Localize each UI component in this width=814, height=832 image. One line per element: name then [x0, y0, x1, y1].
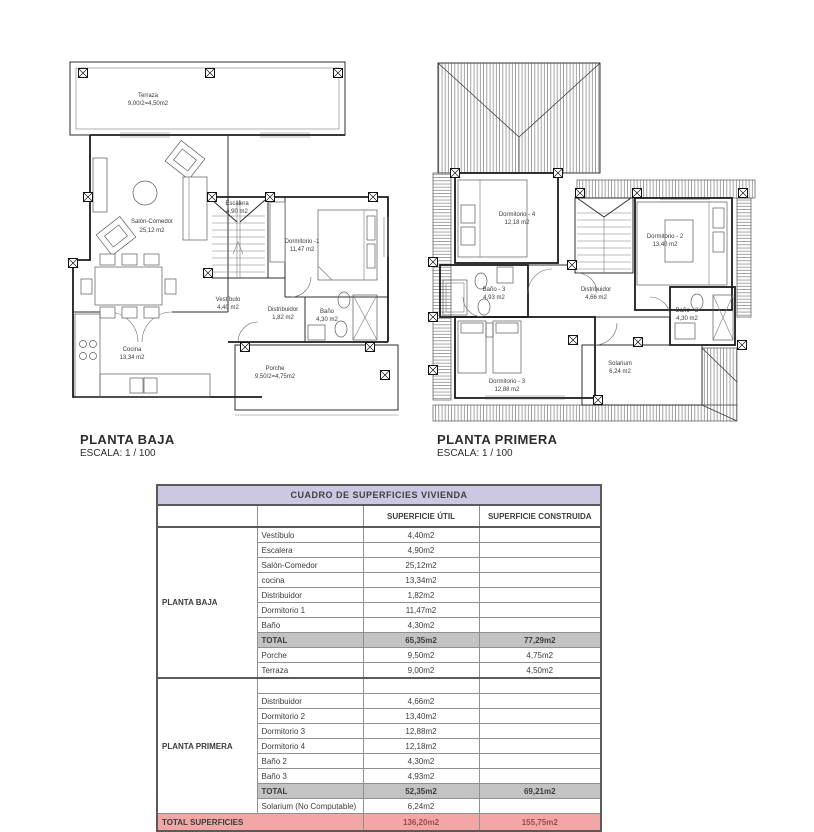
room-area-salon: 25,12 m2: [139, 228, 165, 234]
room-name-cell: Porche: [257, 648, 363, 663]
room-label-dormitorio2: Dormitorio - 2: [646, 234, 684, 240]
room-area-porche: 9,50/2=4,75m2: [254, 374, 296, 380]
room-name-cell: Distribuidor: [257, 694, 363, 709]
room-label-distribuidor: Distribuidor: [580, 287, 612, 293]
room-area-solarium: 6,24 m2: [609, 369, 631, 375]
room-label-dormitorio1: Dormitorio -1: [284, 239, 320, 245]
util-value-cell: [363, 678, 479, 694]
cocina-door-arc: [108, 312, 172, 342]
porche-area: [235, 345, 398, 415]
group-cell-planta-primera: PLANTA PRIMERA: [157, 678, 257, 814]
room-name-cell: Dormitorio 1: [257, 603, 363, 618]
table-row: [157, 527, 601, 543]
room-label-bano: Baño: [319, 309, 335, 315]
table-row-empty: [157, 678, 601, 694]
construida-value-cell: [479, 724, 601, 739]
header-superficie-construida: SUPERFICIE CONSTRUIDA: [479, 505, 601, 527]
planta-primera-drawing: [425, 55, 775, 430]
sink-icon: [675, 323, 695, 339]
room-area-escalera: 4,90 m2: [226, 209, 248, 215]
construida-value-cell: [479, 618, 601, 633]
sideboard-icon: [93, 158, 107, 212]
grand-total-label: TOTAL SUPERFICIES: [157, 814, 363, 832]
room-label-bano3: Baño - 3: [482, 287, 506, 293]
room-name-cell: Dormitorio 4: [257, 739, 363, 754]
room-label-dormitorio4: Dormitorio - 4: [498, 212, 536, 218]
room-name-cell: [257, 678, 363, 694]
room-label-salon: Salón-Comedor: [130, 219, 174, 225]
room-area-distribuidor: 1,82 m2: [272, 315, 294, 321]
table-title-row: [157, 485, 601, 505]
util-value-cell: 9,00m2: [363, 663, 479, 679]
util-value-cell: 25,12m2: [363, 558, 479, 573]
wardrobe-icon: [270, 202, 285, 262]
room-area-dormitorio1: 11,47 m2: [289, 247, 315, 253]
construida-value-cell: [479, 739, 601, 754]
construida-value-cell: [479, 543, 601, 558]
util-value-cell: 4,90m2: [363, 543, 479, 558]
bidet-icon: [335, 321, 347, 337]
room-area-bano2: 4,30 m2: [676, 316, 698, 322]
util-value-cell: 4,30m2: [363, 754, 479, 769]
room-label-terraza: Terraza: [137, 93, 159, 99]
util-value-cell: 13,34m2: [363, 573, 479, 588]
bathroom-fixtures: [308, 292, 377, 340]
util-value-cell: 6,24m2: [363, 799, 479, 814]
room-area-terraza: 9,00/2=4,50m2: [127, 101, 169, 107]
total-construida-cell: 69,21m2: [479, 784, 601, 799]
construida-value-cell: [479, 799, 601, 814]
room-label-bano2: Baño - 2: [675, 308, 699, 314]
util-value-cell: 4,30m2: [363, 618, 479, 633]
util-value-cell: 12,88m2: [363, 724, 479, 739]
room-area-distribuidor: 4,66 m2: [585, 295, 607, 301]
room-name-cell: Dormitorio 2: [257, 709, 363, 724]
room-name-cell: Salón-Comedor: [257, 558, 363, 573]
construida-value-cell: [479, 769, 601, 784]
table-title: CUADRO DE SUPERFICIES VIVIENDA: [157, 485, 601, 505]
util-value-cell: 4,93m2: [363, 769, 479, 784]
plan-caption-primera: [437, 432, 557, 461]
room-area-dormitorio3: 12,88 m2: [494, 387, 520, 393]
util-value-cell: 4,66m2: [363, 694, 479, 709]
total-label-cell: TOTAL: [257, 784, 363, 799]
room-name-cell: Terraza: [257, 663, 363, 679]
bed-icon: [458, 180, 527, 257]
room-area-dormitorio2: 13,40 m2: [652, 242, 678, 248]
header-empty-group: [157, 505, 257, 527]
room-name-cell: Distribuidor: [257, 588, 363, 603]
grand-total-row: [157, 814, 601, 832]
room-label-porche: Porche: [265, 366, 285, 372]
sink-icon: [497, 267, 513, 283]
bed-icon: [637, 202, 727, 285]
bed-icon: [458, 321, 521, 373]
room-label-dormitorio3: Dormitorio - 3: [488, 379, 526, 385]
construida-value-cell: [479, 527, 601, 543]
bed-icon: [318, 210, 377, 280]
toilet-icon: [338, 292, 350, 308]
bidet-icon: [478, 299, 490, 315]
plan-title-primera: PLANTA PRIMERA: [437, 432, 558, 447]
vestibulo-door-arc: [238, 322, 258, 342]
surface-table: [156, 484, 602, 832]
room-name-cell: Baño 2: [257, 754, 363, 769]
construida-value-cell: [479, 678, 601, 694]
plan-scale-baja: ESCALA: 1 / 100: [80, 448, 156, 460]
total-construida-cell: 77,29m2: [479, 633, 601, 648]
util-value-cell: 11,47m2: [363, 603, 479, 618]
room-label-cocina: Cocina: [122, 347, 142, 353]
grand-total-util: 136,20m2: [363, 814, 479, 832]
plan-title-baja: PLANTA BAJA: [80, 432, 175, 447]
room-label-vestibulo: Vestíbulo: [215, 297, 241, 303]
construida-value-cell: [479, 694, 601, 709]
plan-scale-primera: ESCALA: 1 / 100: [437, 448, 513, 460]
header-superficie-util: SUPERFICIE ÚTIL: [363, 505, 479, 527]
construida-value-cell: [479, 603, 601, 618]
construida-value-cell: 4,50m2: [479, 663, 601, 679]
group-cell-planta-baja: PLANTA BAJA: [157, 527, 257, 678]
table-header-row: [157, 505, 601, 527]
grand-total-construida: 155,75m2: [479, 814, 601, 832]
room-area-bano3: 4,93 m2: [483, 295, 505, 301]
total-util-cell: 65,35m2: [363, 633, 479, 648]
total-label-cell: TOTAL: [257, 633, 363, 648]
round-table-icon: [133, 181, 157, 205]
armchair-icon: [165, 141, 205, 180]
room-area-vestibulo: 4,40 m2: [217, 305, 239, 311]
room-name-cell: Dormitorio 3: [257, 724, 363, 739]
sink-icon: [308, 325, 325, 340]
room-name-cell: cocina: [257, 573, 363, 588]
armchair-icon: [96, 217, 136, 256]
sofa-icon: [183, 177, 207, 240]
dormitorio1-door-arc: [291, 277, 311, 297]
room-label-escalera: Escalera: [225, 201, 249, 207]
util-value-cell: 13,40m2: [363, 709, 479, 724]
plan-caption-baja: [80, 432, 175, 461]
room-name-cell: Baño: [257, 618, 363, 633]
room-area-cocina: 13,34 m2: [119, 355, 145, 361]
room-label-solarium: Solarium: [608, 361, 632, 367]
construida-value-cell: 4,75m2: [479, 648, 601, 663]
kitchen-sink-icon: [130, 378, 143, 393]
construida-value-cell: [479, 558, 601, 573]
construida-value-cell: [479, 588, 601, 603]
util-value-cell: 4,40m2: [363, 527, 479, 543]
room-name-cell: Escalera: [257, 543, 363, 558]
construida-value-cell: [479, 709, 601, 724]
dining-table-icon: [81, 254, 176, 318]
stairs-icon: [577, 198, 631, 273]
header-empty-room: [257, 505, 363, 527]
util-value-cell: 1,82m2: [363, 588, 479, 603]
planta-baja-drawing: [30, 2, 430, 430]
room-label-distribuidor: Distribuidor: [267, 307, 299, 313]
construida-value-cell: [479, 754, 601, 769]
room-name-cell: Vestíbulo: [257, 527, 363, 543]
room-name-cell: Baño 3: [257, 769, 363, 784]
construida-value-cell: [479, 573, 601, 588]
util-value-cell: 12,18m2: [363, 739, 479, 754]
room-name-cell: Solarium (No Computable): [257, 799, 363, 814]
total-util-cell: 52,35m2: [363, 784, 479, 799]
room-area-bano: 4,30 m2: [316, 317, 338, 323]
room-area-dormitorio4: 12,18 m2: [504, 220, 530, 226]
util-value-cell: 9,50m2: [363, 648, 479, 663]
